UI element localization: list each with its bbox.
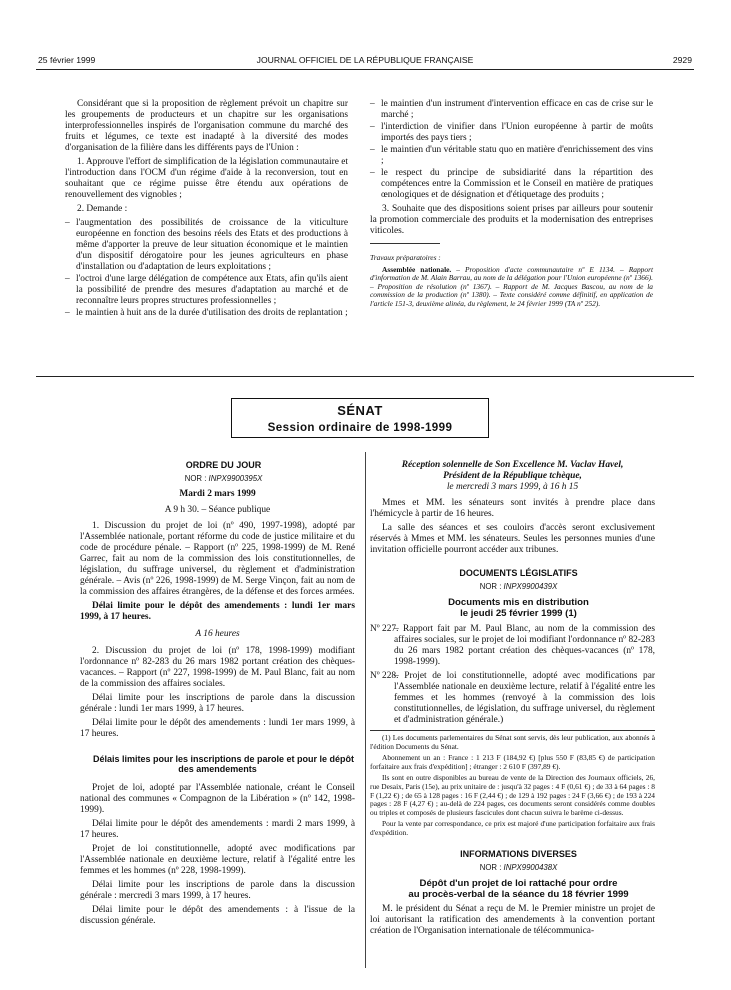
documents-subtitle-1: Documents mis en distribution xyxy=(448,596,589,608)
item-1: 1. Approuve l'effort de simplification de la législation communautaire et l'introduction dans l'OCM d'un régime d'aide à la reconversion, tout en souhaitant que ce régime puisse être étendu aux opérations de renouvellement des vignobles ; xyxy=(65,157,348,200)
section-rule xyxy=(36,376,694,377)
agenda-item-1: 1. Discussion du projet de loi (nº 490, 1997-1998), adopté par l'Assemblée nationale, portant réforme du code de justice militaire et du code de procédure pénale. – Rapport (nº 225, 1998-1999) de M. René Garrec, fait au nom de la commission des lois constitutionnelles, de législation, du suffrage universel, du règlement et d'administration générale. – Avis (nº 226, 1998-1999) de M. Serge Vinçon, fait au nom de la commission des affaires étrangères, de la défense et des forces armées. xyxy=(80,520,355,597)
demands-list-left xyxy=(65,218,348,319)
session-time: A 9 h 30. – Séance publique xyxy=(164,504,271,515)
agenda-item-1-deadline: Délai limite pour le dépôt des amendements : lundi 1er mars 1999, à 17 heures. xyxy=(80,600,355,622)
depot-paragraph: M. le président du Sénat a reçu de M. le Premier ministre un projet de loi autorisant la ratification des amendements à la convention portant création de l'Organisation internationale de télécommunica- xyxy=(370,904,655,937)
document-227: Nº 227. – Rapport fait par M. Paul Blanc, au nom de la commission des affaires sociales, sur le projet de loi modifiant l'ordonnance nº 82-283 du 26 mars 1982 portant création des chèques-vacances (nº 178, 1998-1999). xyxy=(370,624,655,668)
footnote-1: (1) Les documents parlementaires du Sénat sont servis, dès leur publication, aux abonnés à l'édition Documents du Sénat. xyxy=(370,733,655,751)
reception-line-1: Réception solennelle de Son Excellence M. Vaclav Havel, xyxy=(401,460,624,470)
considerant: Considérant que si la proposition de règlement prévoit un chapitre sur les groupements de producteurs et un chapitre sur les organisations interprofessionnelles inspirés de l'organisation commune du marché des fruits et légumes, ce texte est inadapté à la diversité des modes d'organisation de la filière dans les différents pays de l'Union : xyxy=(65,99,348,153)
list-item: – le maintien d'un instrument d'intervention efficace en cas de crise sur le marché ; xyxy=(370,99,653,121)
afternoon-time: A 16 heures xyxy=(195,628,240,639)
column-divider xyxy=(365,452,366,968)
informations-title: INFORMATIONS DIVERSES xyxy=(460,849,577,860)
ordre-du-jour-title: ORDRE DU JOUR xyxy=(185,460,262,470)
delai-bill-2: Projet de loi constitutionnelle, adopté avec modifications par l'Assemblée nationale en deuxième lecture, relatif à l'égalité entre les femmes et les hommes (nº 228, 1998-1999). xyxy=(80,843,355,876)
footnote-3: Ils sont en outre disponibles au bureau de vente de la Direction des Journaux officiels, 26, rue Desaix, Paris (15e), au prix unitaire de : jusqu'à 32 pages : 4 F (0,61 €) ; de 33 à 64 pages : 8 F (1,22 €) ; de 65 à 128 pages : 16 F (2,44 €) ; de 129 à 192 pages : 24 F (3,66 €) ; de 193 à 224 pages : 28 F (4,27 €) ; au-delà de 224 pages, ces documents seront considérés comme doubles ou triples et composés de plusieurs fascicules dont chacun suivra le barème ci-dessus. xyxy=(370,773,655,817)
header-date: 25 février 1999 xyxy=(38,55,96,65)
senat-title-box xyxy=(231,398,489,438)
documents-title: DOCUMENTS LÉGISLATIFS xyxy=(459,568,578,578)
demands-list-right xyxy=(370,99,653,201)
delai-bill-2-deadline-speech: Délai limite pour les inscriptions de parole dans la discussion générale : mercredi 3 mars 1999, à 17 heures. xyxy=(80,879,355,901)
delais-title: Délais limites pour les inscriptions de parole et pour le dépôt des amendements xyxy=(92,753,355,775)
header-page-number: 2929 xyxy=(672,55,692,65)
travaux-text: – Proposition d'acte communautaire nº E 1134. – Rapport d'information de M. Alain Barrau, au nom de la délégation pour l'Union européenne (nº 1366). – Proposition de résolution (nº 1367). – Rapport de M. Jacques Bascou, au nom de la commission de la production (nº 1380). – Texte considéré comme définitif, en application de l'article 151-3, deuxième alinéa, du règlement, le 24 février 1999 (TA nº 252). xyxy=(370,264,653,308)
separator xyxy=(370,243,440,244)
session-date: Mardi 2 mars 1999 xyxy=(179,488,256,499)
travaux-lead: Assemblée nationale. xyxy=(382,264,452,274)
top-right-column xyxy=(370,99,653,311)
senat-title: SÉNAT xyxy=(337,403,383,418)
travaux-title: Travaux préparatoires : xyxy=(370,253,441,262)
list-item: – l'interdiction de vinifier dans l'Union européenne à partir de moûts importés des pays tiers ; xyxy=(370,122,653,144)
top-left-column xyxy=(65,99,348,322)
header-journal-title: JOURNAL OFFICIEL DE LA RÉPUBLIQUE FRANÇAISE xyxy=(256,55,474,65)
delai-bill-1-deadline: Délai limite pour le dépôt des amendements : mardi 2 mars 1999, à 17 heures. xyxy=(80,818,355,840)
reception-line-2: Président de la République tchèque, xyxy=(443,471,582,481)
footnote-2: Abonnement un an : France : 1 213 F (184,92 €) [plus 550 F (83,85 €) de participation forfaitaire aux frais d'expédition] ; étranger : 2 610 F (397,89 €). xyxy=(370,753,655,771)
document-228: Nº 228. – Projet de loi constitutionnelle, adopté avec modifications par l'Assemblée nationale en deuxième lecture, relatif à l'égalité entre les femmes et les hommes (renvoyé à la commission des lois constitutionnelles, de législation, du suffrage universel, du règlement et d'administration générale.) xyxy=(370,671,655,726)
item-2: 2. Demande : xyxy=(77,204,128,214)
nor-reference: NOR : INPX9900438X xyxy=(479,862,558,872)
documents-subtitle-2: le jeudi 25 février 1999 (1) xyxy=(460,607,577,619)
running-header xyxy=(38,55,692,67)
delai-bill-1: Projet de loi, adopté par l'Assemblée nationale, créant le Conseil national des communes « Compagnon de la Libération » (nº 142, 1998-1999). xyxy=(80,782,355,815)
delai-bill-2-deadline-amend: Délai limite pour le dépôt des amendements : à l'issue de la discussion générale. xyxy=(80,904,355,926)
list-item: – l'augmentation des possibilités de croissance de la viticulture européenne en fonction des besoins réels des Etats et des productions à même d'apporter la preuve de leur situation économique et le maintien d'un dispositif dérogatoire pour les jeunes agriculteurs en phase d'installation ou d'adaptation de leurs exploitations ; xyxy=(65,218,348,273)
reception-line-3: le mercredi 3 mars 1999, à 16 h 15 xyxy=(446,482,579,492)
agenda-item-2: 2. Discussion du projet de loi (nº 178, 1998-1999) modifiant l'ordonnance nº 82-283 du 26 mars 1982 portant création des chèques-vacances. – Rapport (nº 227, 1998-1999) de M. Paul Blanc, fait au nom de la commission des affaires sociales. xyxy=(80,645,355,689)
header-rule xyxy=(36,69,694,70)
nor-reference: NOR : INPX9900395X xyxy=(184,473,263,483)
footnote-rule xyxy=(370,730,655,731)
reception-paragraph-2: La salle des séances et ses couloirs d'accès seront exclusivement réservés à Mmes et MM. les sénateurs. Seules les personnes munies d'une invitation officielle pourront accéder aux tribunes. xyxy=(370,523,655,555)
agenda-item-2-deadline-speech: Délai limite pour les inscriptions de parole dans la discussion générale : lundi 1er mars 1999, à 17 heures. xyxy=(80,692,355,714)
list-item: – le maintien à huit ans de la durée d'utilisation des droits de replantation ; xyxy=(65,308,348,319)
reception-paragraph-1: Mmes et MM. les sénateurs sont invités à prendre place dans l'hémicycle à partir de 16 heures. xyxy=(370,498,655,519)
right-column xyxy=(370,460,655,940)
list-item: – le respect du principe de subsidiarité dans la répartition des compétences entre la Commission et le Conseil en matière de pratiques œnologiques et de désignation et d'étiquetage des produits ; xyxy=(370,168,653,201)
senat-subtitle: Session ordinaire de 1998-1999 xyxy=(267,421,453,435)
item-3: 3. Souhaite que des dispositions soient prises par ailleurs pour soutenir la promotion commerciale des produits et la modernisation des entreprises viticoles. xyxy=(370,204,653,236)
list-item: – le maintien d'un véritable statu quo en matière d'enrichissement des vins ; xyxy=(370,145,653,167)
ordre-du-jour-column xyxy=(80,460,355,930)
agenda-item-2-deadline-amend: Délai limite pour le dépôt des amendements : lundi 1er mars 1999, à 17 heures. xyxy=(80,717,355,739)
depot-title-2: au procès-verbal de la séance du 18 février 1999 xyxy=(408,889,629,901)
depot-title-1: Dépôt d'un projet de loi rattaché pour ordre xyxy=(419,878,618,890)
list-item: – l'octroi d'une large délégation de compétence aux Etats, afin qu'ils aient la possibilité de prendre des mesures d'adaptation au marché et de reconnaître leurs propres structures professionnelles ; xyxy=(65,274,348,307)
footnote xyxy=(370,734,655,837)
footnote-4: Pour la vente par correspondance, ce prix est majoré d'une participation forfaitaire aux frais d'expédition. xyxy=(370,819,655,837)
travaux-preparatoires xyxy=(370,254,653,308)
nor-reference: NOR : INPX9900439X xyxy=(479,581,558,591)
